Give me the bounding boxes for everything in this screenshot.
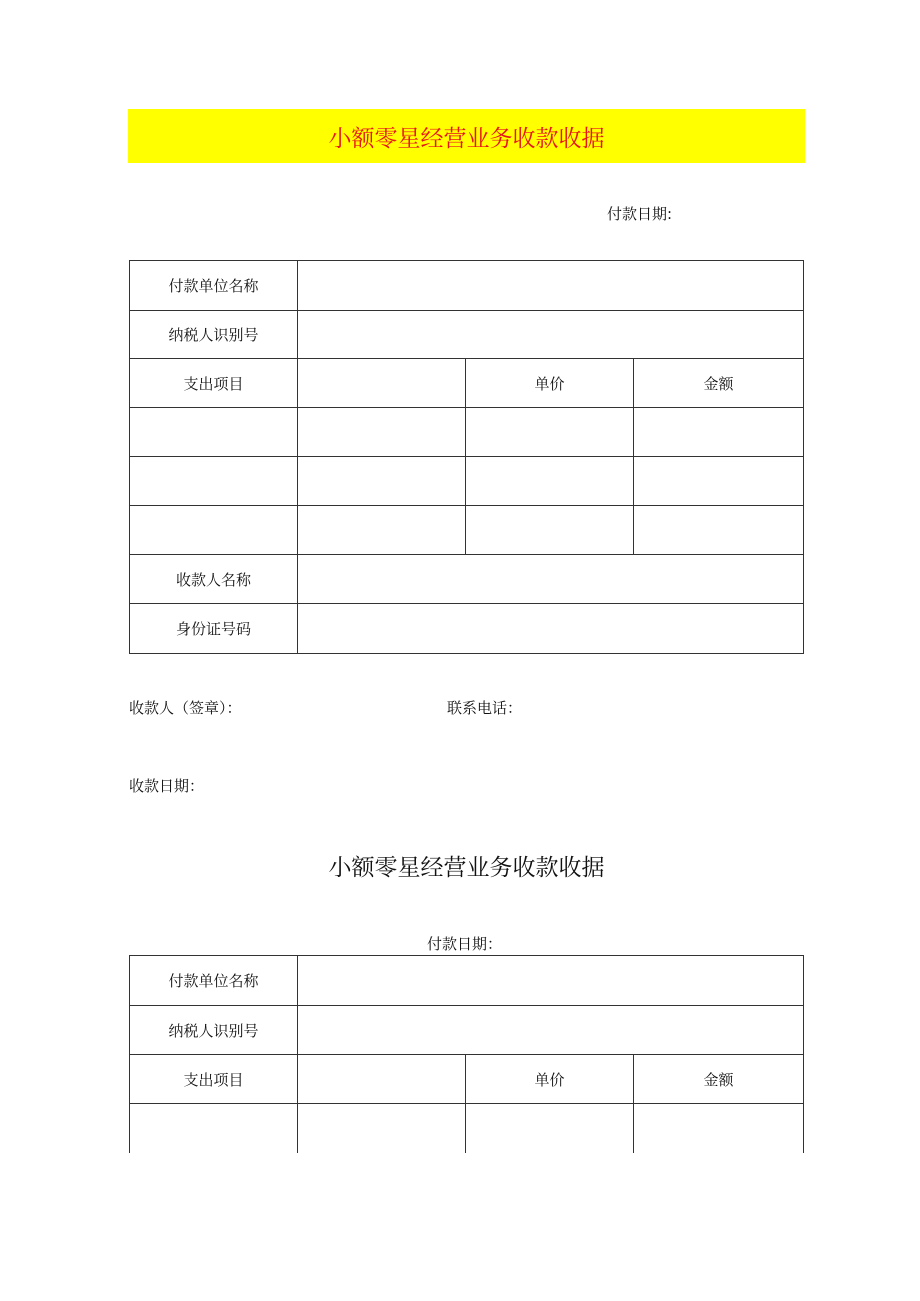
table-row (130, 1104, 804, 1154)
receipt-title: 小额零星经营业务收款收据 (328, 125, 605, 152)
row-payee-name (130, 555, 804, 604)
item-field[interactable] (298, 359, 466, 408)
unit-price-header: 单价 (466, 1055, 634, 1104)
payer-name-field[interactable] (298, 956, 804, 1006)
id-number-field[interactable] (298, 604, 804, 654)
taxpayer-id-field[interactable] (298, 311, 804, 359)
taxpayer-id-label: 纳税人识别号 (130, 311, 298, 359)
table-row (130, 457, 804, 506)
id-number-label: 身份证号码 (130, 604, 298, 654)
row-payer-name (130, 956, 804, 1006)
taxpayer-id-field[interactable] (298, 1006, 804, 1055)
row-taxpayer-id (130, 311, 804, 359)
payee-name-label: 收款人名称 (130, 555, 298, 604)
table-cell[interactable] (298, 457, 466, 506)
receipt-table (129, 260, 804, 654)
table-cell[interactable] (298, 506, 466, 555)
amount-header: 金额 (634, 1055, 804, 1104)
item-field[interactable] (298, 1055, 466, 1104)
receipt-table-2-clip (128, 955, 808, 1153)
receive-date-label: 收款日期： (129, 777, 205, 795)
table-cell[interactable] (298, 408, 466, 457)
row-taxpayer-id (130, 1006, 804, 1055)
item-label: 支出项目 (130, 359, 298, 408)
title-banner (128, 109, 805, 163)
table-row (130, 408, 804, 457)
payee-sign-label: 收款人（签章）： (129, 699, 242, 717)
table-cell[interactable] (634, 1104, 804, 1154)
receipt-title-2: 小额零星经营业务收款收据 (328, 854, 605, 881)
table-row (130, 506, 804, 555)
pay-date-label: 付款日期: (607, 205, 673, 223)
table-cell[interactable] (466, 1104, 634, 1154)
table-cell[interactable] (298, 1104, 466, 1154)
table-cell[interactable] (634, 457, 804, 506)
row-item-header (130, 359, 804, 408)
amount-header: 金额 (634, 359, 804, 408)
pay-date-label-2: 付款日期： (427, 935, 503, 953)
table-cell[interactable] (130, 408, 298, 457)
unit-price-header: 单价 (466, 359, 634, 408)
item-label: 支出项目 (130, 1055, 298, 1104)
table-cell[interactable] (466, 506, 634, 555)
table-cell[interactable] (130, 506, 298, 555)
table-cell[interactable] (130, 457, 298, 506)
table-cell[interactable] (634, 408, 804, 457)
taxpayer-id-label: 纳税人识别号 (130, 1006, 298, 1055)
payer-name-label: 付款单位名称 (130, 261, 298, 311)
phone-label: 联系电话： (447, 699, 523, 717)
row-item-header (130, 1055, 804, 1104)
table-cell[interactable] (466, 408, 634, 457)
table-cell[interactable] (634, 506, 804, 555)
table-cell[interactable] (466, 457, 634, 506)
payee-name-field[interactable] (298, 555, 804, 604)
row-payer-name (130, 261, 804, 311)
table-cell[interactable] (130, 1104, 298, 1154)
payer-name-label: 付款单位名称 (130, 956, 298, 1006)
payer-name-field[interactable] (298, 261, 804, 311)
row-id-number (130, 604, 804, 654)
receipt-table-2 (129, 955, 804, 1153)
